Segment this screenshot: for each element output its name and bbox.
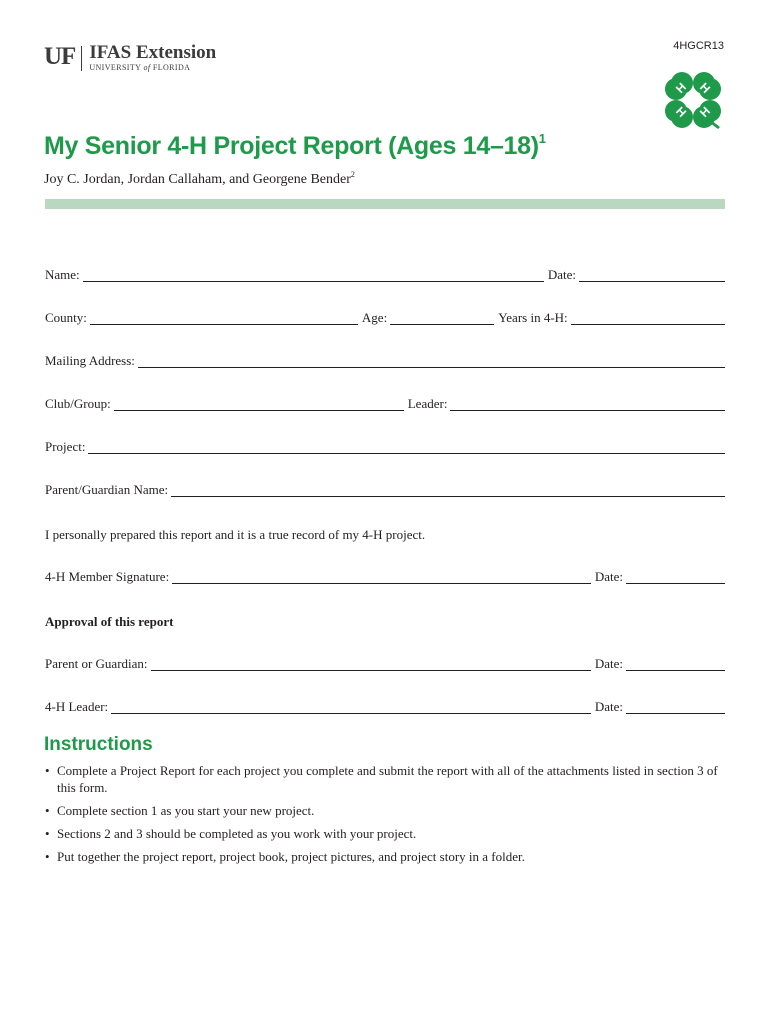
name-field[interactable]: [83, 269, 544, 282]
leader-approval-row: [45, 696, 725, 714]
authors: [44, 170, 355, 188]
authors-text: Joy C. Jordan, Jordan Callaham, and Georgene Bender: [44, 172, 351, 187]
parent-date-field[interactable]: [626, 658, 725, 671]
uf-logo-mark: UF: [44, 43, 76, 70]
name-label: Name:: [45, 267, 80, 282]
instructions-list: [45, 762, 725, 871]
parent-guardian-name-label: Parent/Guardian Name:: [45, 482, 169, 497]
parent-guardian-name-field[interactable]: [171, 484, 725, 497]
clover-leaf-letter: H: [672, 103, 690, 121]
mailing-address-row: [45, 350, 725, 368]
logo-univ-post: FLORIDA: [150, 63, 191, 72]
club-group-field[interactable]: [114, 398, 404, 411]
logo-univ-pre: UNIVERSITY: [89, 63, 144, 72]
county-label: County:: [45, 310, 87, 325]
clover-leaf-letter: H: [672, 79, 690, 97]
member-signature-field[interactable]: [172, 571, 591, 584]
date-label: Date:: [547, 267, 576, 282]
instruction-item: • Put together the project report, project book, project pictures, and project story in a folder.: [45, 848, 725, 865]
authors-footnote: 2: [350, 170, 355, 179]
header-divider-band: [45, 199, 725, 209]
age-label: Age:: [361, 310, 388, 325]
instruction-item: • Complete a Project Report for each project you complete and submit the report with all of the attachments listed in section 3 of this form.: [45, 762, 725, 796]
signature-date-label: Date:: [594, 569, 623, 584]
parent-guardian-label: Parent or Guardian:: [45, 656, 148, 671]
parent-guardian-name-row: [45, 479, 725, 497]
parent-guardian-signature-field[interactable]: [151, 658, 591, 671]
leader-date-label: Date:: [594, 699, 623, 714]
name-row: [45, 264, 725, 282]
date-field[interactable]: [579, 269, 725, 282]
parent-date-label: Date:: [594, 656, 623, 671]
years-in-4h-field[interactable]: [571, 312, 725, 325]
county-row: [45, 307, 725, 325]
logo-name: IFAS Extension: [89, 42, 217, 63]
logo-university: [89, 63, 216, 73]
title-footnote: 1: [538, 131, 546, 146]
signature-date-field[interactable]: [626, 571, 725, 584]
leader-field[interactable]: [450, 398, 725, 411]
document-code: 4HGCR13: [673, 40, 724, 52]
page-title: [44, 131, 546, 161]
clover-leaf-letter: H: [696, 79, 714, 97]
instruction-item: • Sections 2 and 3 should be completed as you work with your project.: [45, 825, 725, 842]
club-row: [45, 393, 725, 411]
club-group-label: Club/Group:: [45, 396, 111, 411]
mailing-address-label: Mailing Address:: [45, 353, 135, 368]
member-signature-row: [45, 566, 725, 584]
approval-heading: Approval of this report: [45, 614, 174, 629]
clover-leaf-letter: H: [696, 103, 714, 121]
leader-label: Leader:: [407, 396, 448, 411]
project-field[interactable]: [88, 441, 725, 454]
title-text: My Senior 4-H Project Report (Ages 14–18): [44, 132, 539, 160]
county-field[interactable]: [90, 312, 358, 325]
fourh-leader-label: 4-H Leader:: [45, 699, 109, 714]
logo-divider: [81, 46, 82, 71]
mailing-address-field[interactable]: [138, 355, 725, 368]
logo-text: [89, 44, 216, 73]
four-h-clover-icon: [660, 67, 726, 133]
age-field[interactable]: [390, 312, 494, 325]
years-in-4h-label: Years in 4-H:: [498, 310, 568, 325]
ifas-extension-logo: [44, 44, 216, 74]
leader-date-field[interactable]: [626, 701, 725, 714]
logo-univ-of: of: [143, 63, 151, 72]
project-row: [45, 436, 725, 454]
instructions-heading: Instructions: [44, 734, 153, 755]
member-signature-label: 4-H Member Signature:: [45, 569, 170, 584]
certification-statement: I personally prepared this report and it is a true record of my 4-H project.: [45, 527, 426, 542]
parent-approval-row: [45, 653, 725, 671]
instruction-item: • Complete section 1 as you start your new project.: [45, 802, 725, 819]
project-label: Project:: [45, 439, 86, 454]
fourh-leader-signature-field[interactable]: [111, 701, 591, 714]
